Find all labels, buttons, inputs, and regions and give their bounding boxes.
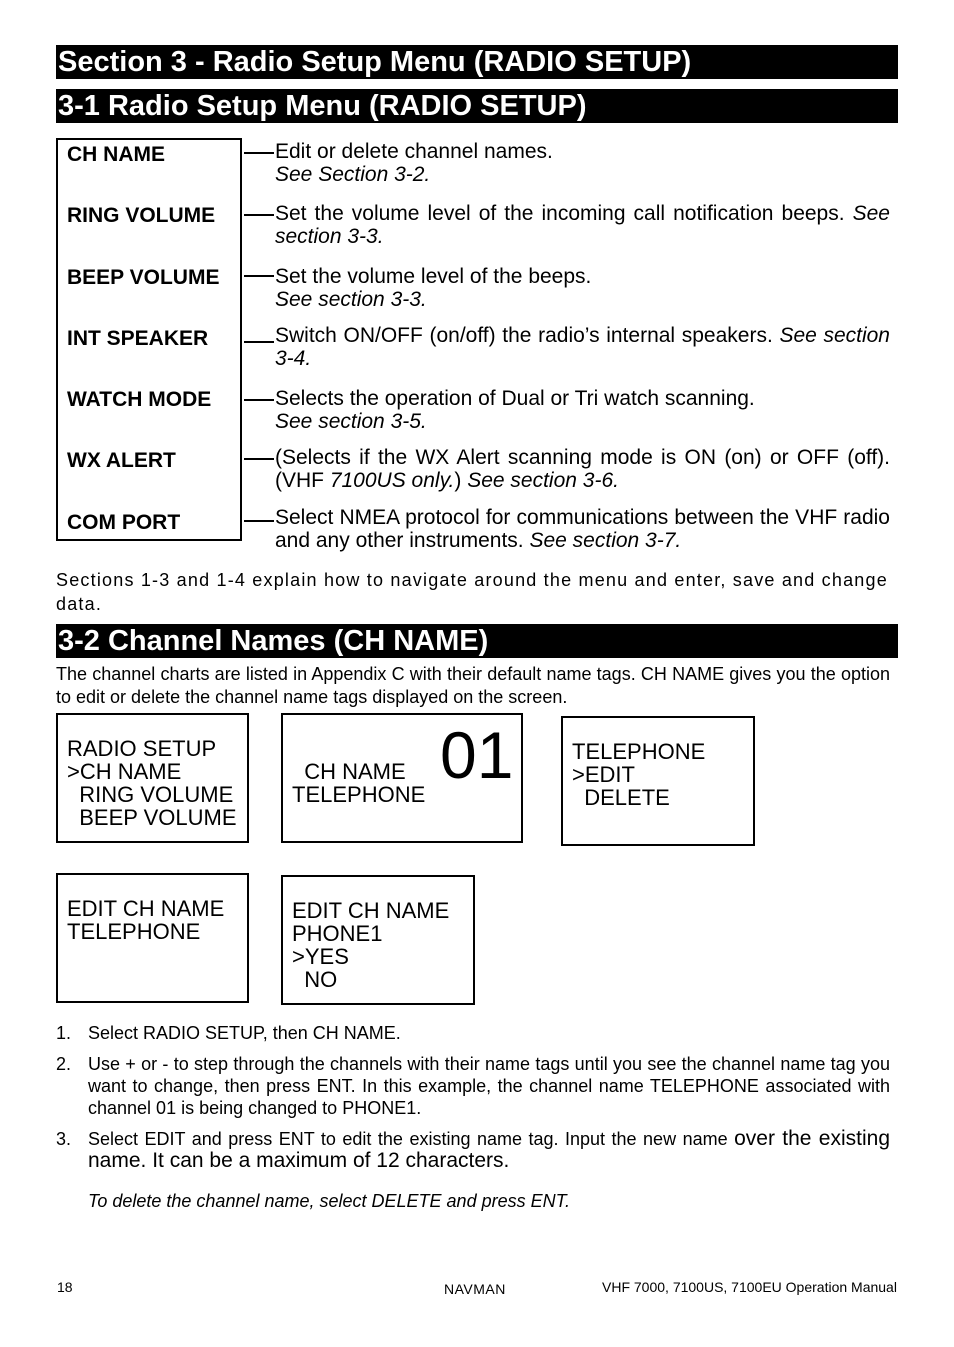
connector-line (244, 214, 274, 216)
menu-label-beep-volume: BEEP VOLUME (67, 266, 220, 289)
navigation-note: Sections 1-3 and 1-4 explain how to navigate around the menu and enter, save and change data. (56, 570, 888, 614)
subsection-heading-3-2: 3-2 Channel Names (CH NAME) (56, 624, 898, 658)
menu-label-com-port: COM PORT (67, 511, 181, 534)
connector-line (244, 458, 274, 460)
channel-number-display: 01 (440, 718, 514, 792)
connector-line (244, 275, 274, 277)
section-heading: Section 3 - Radio Setup Menu (RADIO SETUP) (56, 45, 898, 79)
connector-line (244, 341, 274, 343)
menu-desc-wx-alert: (Selects if the WX Alert scanning mode is ON (on) or OFF (off). (VHF 7100US only.) See section 3-6. (275, 446, 890, 492)
menu-label-watch-mode: WATCH MODE (67, 388, 212, 411)
lcd-screen-edit-ch-name: EDIT CH NAME TELEPHONE (56, 873, 249, 1003)
step-number: 1. (56, 1023, 72, 1043)
menu-desc-ch-name: Edit or delete channel names. See Section 3-2. (275, 140, 553, 186)
menu-desc-watch-mode: Selects the operation of Dual or Tri watch scanning. See section 3-5. (275, 387, 755, 433)
menu-label-wx-alert: WX ALERT (67, 449, 176, 472)
manual-title: VHF 7000, 7100US, 7100EU Operation Manual (602, 1279, 897, 1295)
page-number: 18 (57, 1279, 73, 1295)
menu-label-ring-volume: RING VOLUME (67, 204, 216, 227)
delete-note: To delete the channel name, select DELETE and press ENT. (88, 1191, 570, 1211)
step-number: 2. (56, 1054, 72, 1074)
connector-line (244, 152, 274, 154)
channel-intro-paragraph: The channel charts are listed in Appendix C with their default name tags. CH NAME gives you the option to edit or delete the channel name tags displayed on the screen. (56, 664, 890, 707)
menu-label-int-speaker: INT SPEAKER (67, 327, 209, 350)
lcd-screen-telephone-edit: TELEPHONE >EDIT DELETE (561, 716, 755, 846)
menu-desc-beep-volume: Set the volume level of the beeps. See section 3-3. (275, 265, 592, 311)
lcd-screen-ch-name-text: CH NAME TELEPHONE (292, 759, 426, 807)
menu-desc-int-speaker: Switch ON/OFF (on/off) the radio’s internal speakers. See section 3-4. (275, 324, 890, 370)
lcd-screen-confirm-name: EDIT CH NAME PHONE1 >YES NO (281, 875, 475, 1005)
step-text: Use + or - to step through the channels with their name tags until you see the channel name tag you want to change, then press ENT. In this example, the channel name TELEPHONE associated with channel 01 is being changed to PHONE1. (88, 1054, 890, 1118)
menu-desc-com-port: Select NMEA protocol for communications between the VHF radio and any other instruments. See section 3-7. (275, 506, 890, 552)
connector-line (244, 520, 274, 522)
lcd-screen-radio-setup: RADIO SETUP >CH NAME RING VOLUME BEEP VOLUME (56, 713, 249, 843)
step-text: Select EDIT and press ENT to edit the existing name tag. Input the new name over the existing name. It can be a maximum of 12 characters. (88, 1127, 890, 1172)
menu-desc-ring-volume: Set the volume level of the incoming call notification beeps. See section 3-3. (275, 202, 890, 248)
menu-label-ch-name: CH NAME (67, 143, 165, 166)
brand-logo: NAVMAN (444, 1281, 506, 1297)
step-text: Select RADIO SETUP, then CH NAME. (88, 1023, 401, 1043)
step-number: 3. (56, 1129, 72, 1149)
subsection-heading-3-1: 3-1 Radio Setup Menu (RADIO SETUP) (56, 89, 898, 123)
connector-line (244, 399, 274, 401)
